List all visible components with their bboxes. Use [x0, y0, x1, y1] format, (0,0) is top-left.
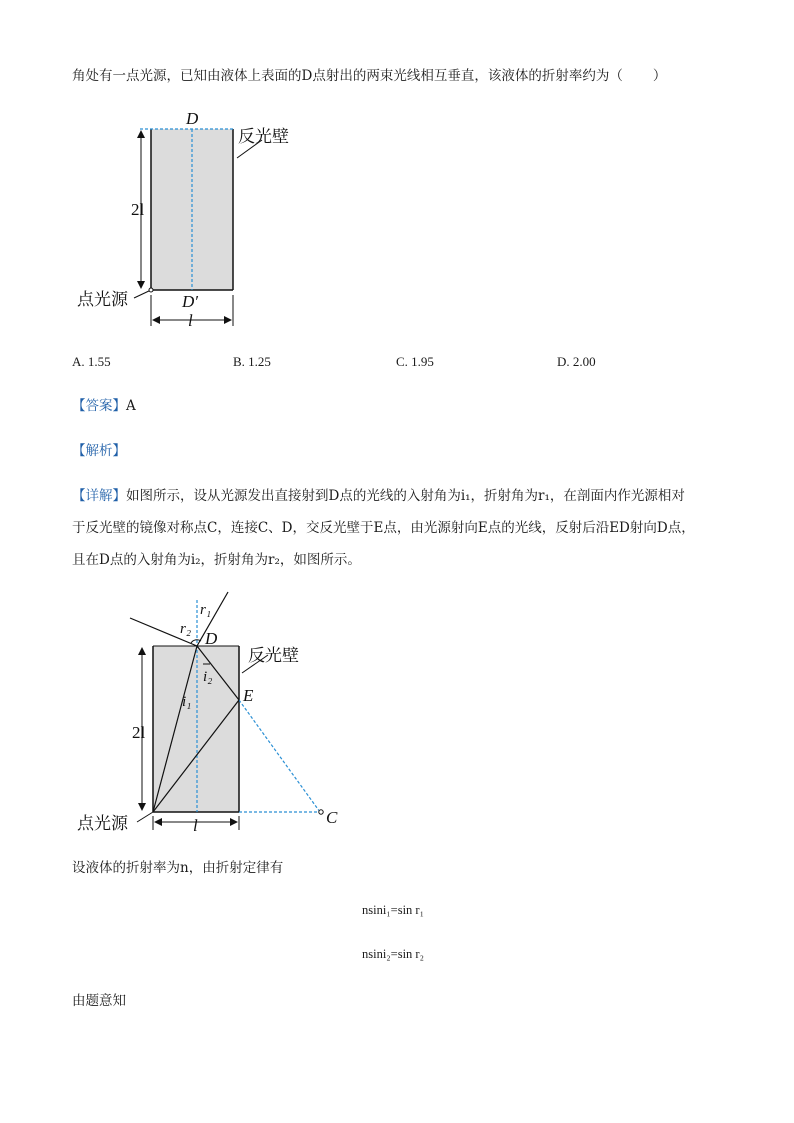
label-E: E	[243, 686, 254, 705]
detail-line-2: 于反光壁的镜像对称点C，连接C、D，交反光壁于E点，由光源射向E点的光线，反射后沿ED射向D点，	[72, 520, 695, 536]
label-width: l	[188, 311, 193, 330]
text-given: 由题意知	[72, 993, 126, 1009]
question-close: ）	[652, 68, 667, 84]
option-c[interactable]: C. 1.95	[396, 354, 434, 369]
question-line: 角处有一点光源，已知由液体上表面的D点射出的两束光线相互垂直，该液体的折射率约为（	[72, 68, 623, 84]
text-refraction-law: 设液体的折射率为n，由折射定律有	[72, 860, 284, 876]
equation-2: nsini₂=sin r₂	[362, 947, 424, 961]
option-a[interactable]: A. 1.55	[72, 354, 111, 369]
detail-text-1: 如图所示，设从光源发出直接射到D点的光线的入射角为i₁，折射角为r₁，在剖面内作光源相对	[126, 488, 685, 504]
label-height: 2l	[131, 200, 145, 219]
point-C	[319, 810, 323, 814]
label-i2: i₂	[203, 669, 213, 685]
analysis-tag: 【解析】	[72, 443, 126, 459]
label-wall-2: 反光壁	[248, 646, 299, 666]
label-D-2: D	[205, 629, 218, 648]
option-b[interactable]: B. 1.25	[233, 354, 271, 369]
option-d[interactable]: D. 2.00	[557, 354, 596, 369]
label-Dprime: D′	[182, 292, 198, 311]
label-height-2: 2l	[132, 723, 146, 742]
answer-tag: 【答案】	[72, 398, 126, 414]
label-wall: 反光壁	[238, 127, 289, 147]
ec-dashed	[239, 700, 320, 812]
label-r1: r₁	[200, 602, 212, 618]
label-C: C	[326, 808, 338, 827]
source-leader-2	[137, 812, 153, 822]
label-width-2: l	[193, 816, 198, 835]
equation-1: nsini₁=sin r₁	[362, 903, 424, 917]
detail-line-3: 且在D点的入射角为i₂，折射角为r₂，如图所示。	[72, 552, 361, 568]
label-source: 点光源	[77, 290, 128, 310]
label-D: D	[186, 109, 199, 128]
label-r2: r₂	[180, 621, 192, 637]
label-i1: i₁	[182, 694, 192, 710]
answer-value: A	[126, 398, 136, 414]
liquid-rect-2	[153, 646, 239, 812]
label-source-2: 点光源	[77, 814, 128, 834]
detail-tag: 【详解】	[72, 488, 126, 504]
